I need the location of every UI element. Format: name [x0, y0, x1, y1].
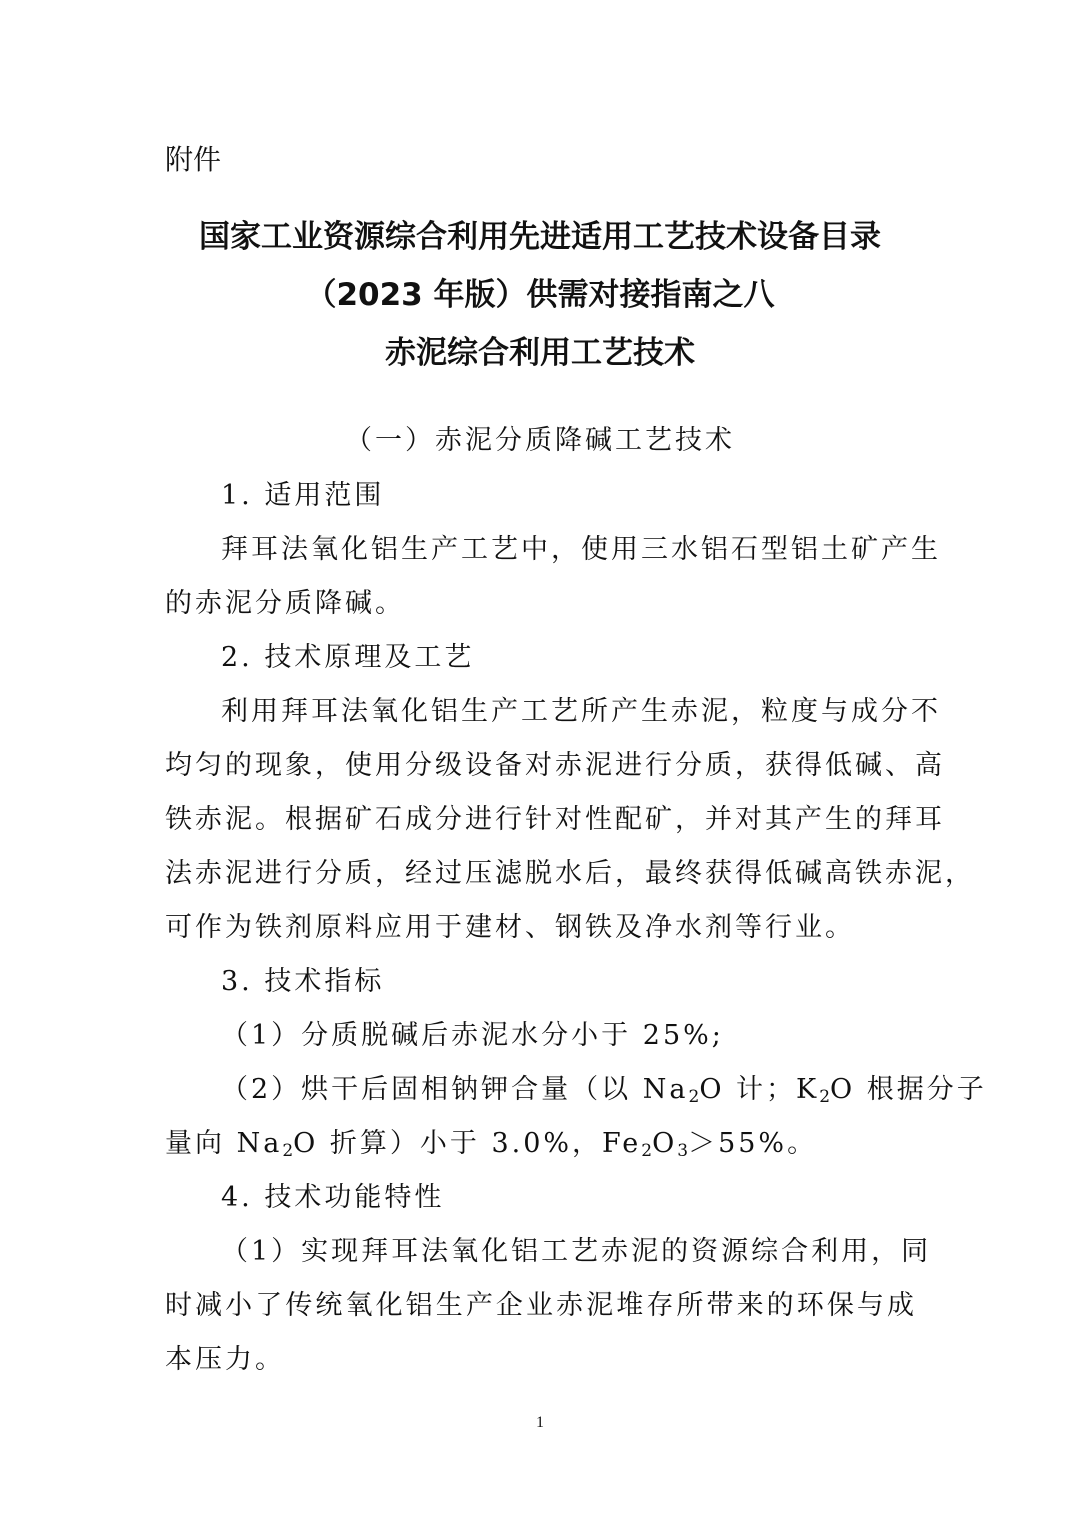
page-number: 1 — [536, 1414, 544, 1431]
subscript-3: 3 — [677, 1141, 689, 1161]
principle-paragraph-line-5: 可作为铁剂原料应用于建材、钢铁及净水剂等行业。 — [165, 912, 855, 943]
indicator-item-2-text-e: O 折算）小于 3.0%，Fe — [293, 1128, 642, 1159]
feature-item-1-line-3: 本压力。 — [165, 1344, 285, 1375]
principle-paragraph-line-2: 均匀的现象，使用分级设备对赤泥进行分质，获得低碱、高 — [165, 750, 945, 781]
heading-indicators: 3. 技术指标 — [221, 966, 385, 997]
subscript-2: 2 — [641, 1141, 653, 1161]
scope-paragraph-line-1: 拜耳法氧化铝生产工艺中，使用三水铝石型铝土矿产生 — [221, 534, 941, 565]
subscript-2: 2 — [282, 1141, 294, 1161]
subscript-2: 2 — [819, 1087, 831, 1107]
principle-paragraph-line-3: 铁赤泥。根据矿石成分进行针对性配矿，并对其产生的拜耳 — [165, 804, 945, 835]
document-title — [0, 208, 1080, 382]
indicator-item-2-text-g: ＞55%。 — [688, 1128, 818, 1159]
principle-paragraph-line-4: 法赤泥进行分质，经过压滤脱水后，最终获得低碱高铁赤泥， — [165, 858, 975, 889]
indicator-item-2-text-d: 量向 Na — [165, 1128, 283, 1159]
feature-item-1-line-1: （1）实现拜耳法氧化铝工艺赤泥的资源综合利用，同 — [221, 1236, 932, 1267]
indicator-item-1: （1）分质脱碱后赤泥水分小于 25%; — [221, 1020, 724, 1051]
indicator-item-2-line-2 — [165, 1121, 917, 1161]
scope-paragraph-line-2: 的赤泥分质降碱。 — [165, 588, 405, 619]
title-line-1: 国家工业资源综合利用先进适用工艺技术设备目录 — [199, 219, 881, 255]
attachment-label: 附件 — [165, 143, 222, 176]
section-heading: （一）赤泥分质降碱工艺技术 — [345, 425, 735, 456]
principle-paragraph-line-1: 利用拜耳法氧化铝生产工艺所产生赤泥，粒度与成分不 — [221, 696, 941, 727]
title-line-3: 赤泥综合利用工艺技术 — [385, 335, 695, 371]
indicator-item-2-line-1 — [165, 1067, 987, 1107]
indicator-item-2-text-a: （2）烘干后固相钠钾合量（以 Na — [221, 1074, 689, 1105]
indicator-item-2-text-f: O — [652, 1128, 678, 1159]
feature-item-1-line-2: 时减小了传统氧化铝生产企业赤泥堆存所带来的环保与成 — [165, 1290, 917, 1321]
title-line-2: （2023 年版）供需对接指南之八 — [305, 277, 775, 313]
heading-scope: 1. 适用范围 — [221, 480, 385, 511]
indicator-item-2-text-b: O 计；K — [699, 1074, 820, 1105]
heading-principle: 2. 技术原理及工艺 — [221, 642, 475, 673]
indicator-item-2-text-c: O 根据分子 — [830, 1074, 987, 1105]
subscript-2: 2 — [688, 1087, 700, 1107]
heading-features: 4. 技术功能特性 — [221, 1182, 445, 1213]
